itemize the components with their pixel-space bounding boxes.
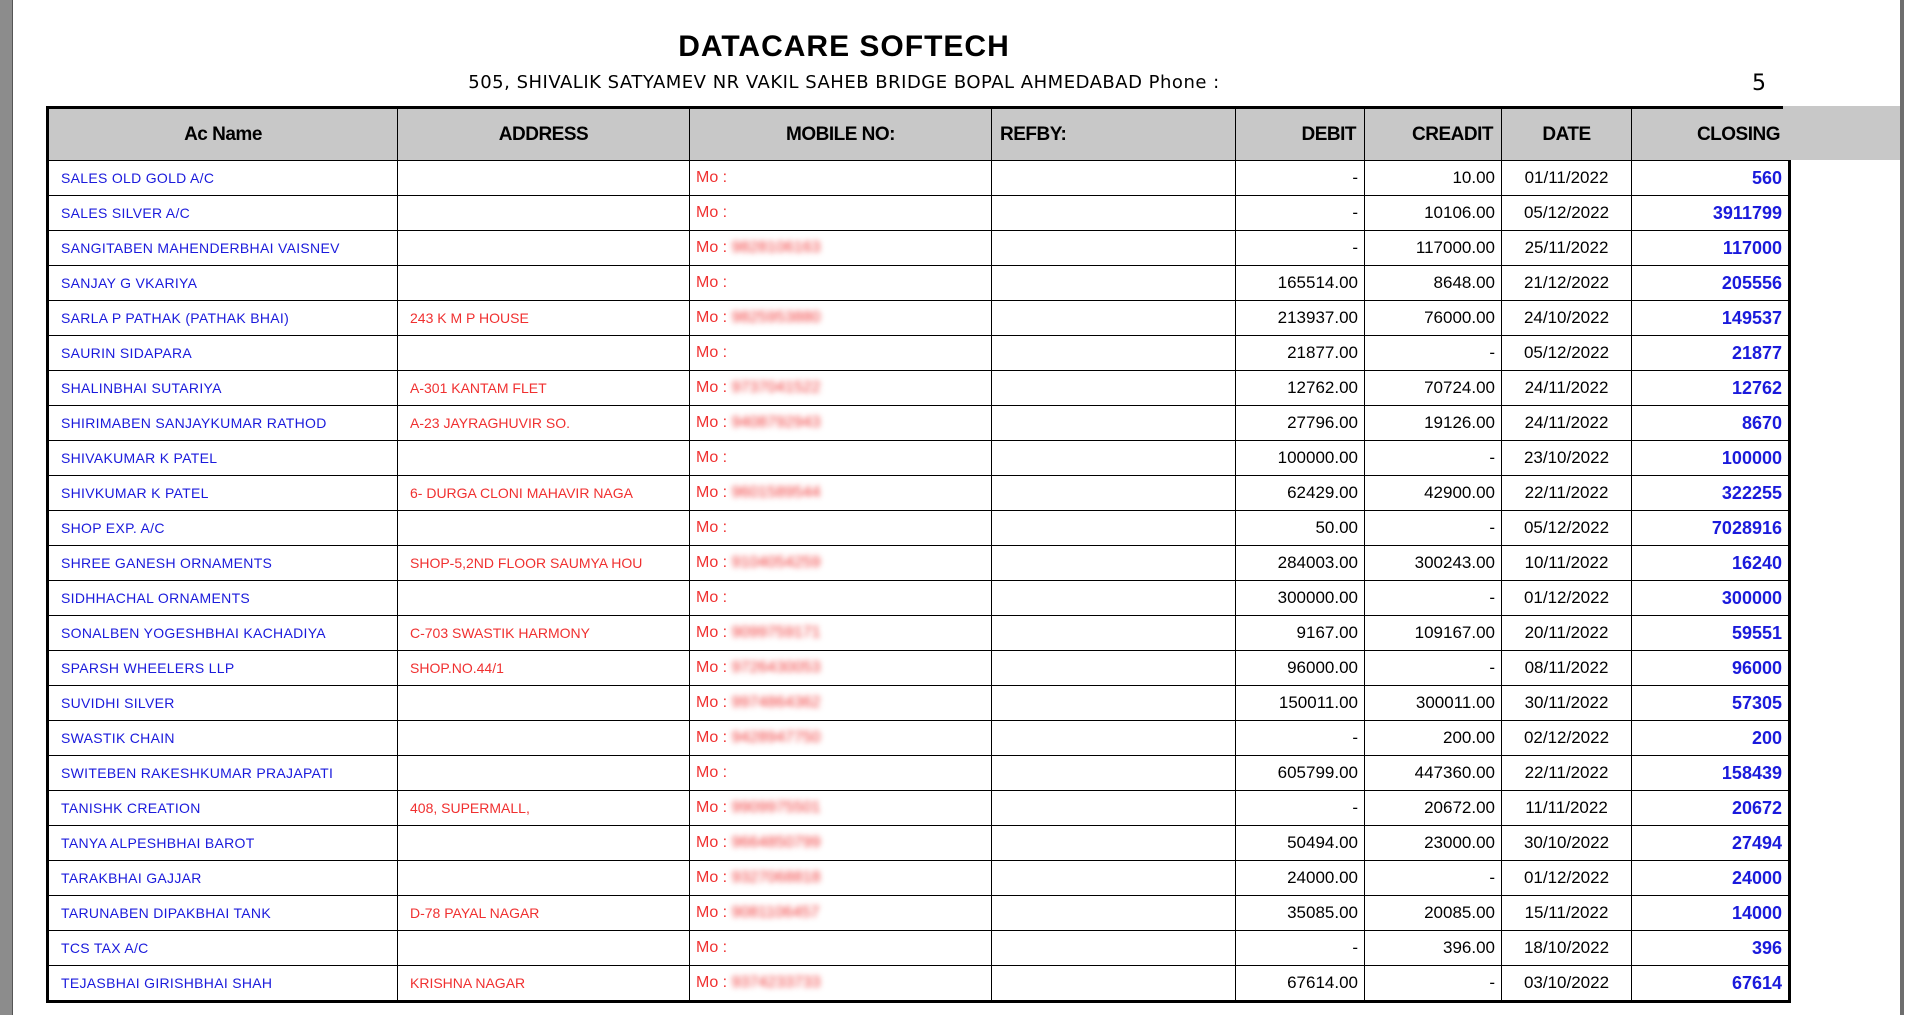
credit-cell: - xyxy=(1365,651,1502,686)
refby-cell xyxy=(992,266,1236,301)
closing-cell: 117000 xyxy=(1632,231,1790,266)
mobile-prefix: Mo : xyxy=(696,239,728,256)
col-header-credit[interactable]: CREADIT xyxy=(1365,108,1502,161)
mobile-cell xyxy=(690,196,992,231)
credit-cell: 117000.00 xyxy=(1365,231,1502,266)
mobile-number: 9408792943 xyxy=(731,414,821,431)
address-cell xyxy=(398,931,690,966)
debit-cell: - xyxy=(1236,721,1365,756)
mobile-cell xyxy=(690,721,992,756)
mobile-prefix: Mo : xyxy=(696,869,728,886)
refby-cell xyxy=(992,651,1236,686)
refby-cell xyxy=(992,441,1236,476)
mobile-prefix: Mo : xyxy=(696,694,728,711)
refby-cell xyxy=(992,616,1236,651)
debit-cell: 12762.00 xyxy=(1236,371,1365,406)
refby-cell xyxy=(992,581,1236,616)
table-row[interactable] xyxy=(48,931,1790,966)
ac-name-cell: SWITEBEN RAKESHKUMAR PRAJAPATI xyxy=(48,756,398,791)
table-row[interactable] xyxy=(48,896,1790,931)
table-row[interactable] xyxy=(48,686,1790,721)
closing-cell: 8670 xyxy=(1632,406,1790,441)
closing-cell: 67614 xyxy=(1632,966,1790,1002)
refby-cell xyxy=(992,301,1236,336)
col-header-date[interactable]: DATE xyxy=(1502,108,1632,161)
table-row[interactable] xyxy=(48,581,1790,616)
mobile-number: 9601589544 xyxy=(731,484,821,501)
debit-cell: 50.00 xyxy=(1236,511,1365,546)
mobile-cell xyxy=(690,861,992,896)
address-cell xyxy=(398,686,690,721)
mobile-prefix: Mo : xyxy=(696,624,728,641)
debit-cell: 35085.00 xyxy=(1236,896,1365,931)
mobile-prefix: Mo : xyxy=(696,939,728,956)
ac-name-cell: TEJASBHAI GIRISHBHAI SHAH xyxy=(48,966,398,1002)
table-row[interactable] xyxy=(48,826,1790,861)
table-row[interactable] xyxy=(48,511,1790,546)
refby-cell xyxy=(992,966,1236,1002)
mobile-cell xyxy=(690,791,992,826)
debit-cell: - xyxy=(1236,791,1365,826)
mobile-cell xyxy=(690,371,992,406)
debit-cell: 9167.00 xyxy=(1236,616,1365,651)
mobile-prefix: Mo : xyxy=(696,204,728,221)
mobile-number: 9974864362 xyxy=(731,694,821,711)
credit-cell: 10106.00 xyxy=(1365,196,1502,231)
mobile-cell xyxy=(690,476,992,511)
credit-cell: - xyxy=(1365,511,1502,546)
mobile-number: 9327068818 xyxy=(731,869,821,886)
mobile-cell xyxy=(690,966,992,1002)
mobile-cell xyxy=(690,441,992,476)
debit-cell: 100000.00 xyxy=(1236,441,1365,476)
table-row[interactable] xyxy=(48,651,1790,686)
closing-cell: 396 xyxy=(1632,931,1790,966)
closing-cell: 300000 xyxy=(1632,581,1790,616)
address-cell xyxy=(398,336,690,371)
date-cell: 24/10/2022 xyxy=(1502,301,1632,336)
page-edge xyxy=(1900,0,1904,1015)
ac-name-cell: SHREE GANESH ORNAMENTS xyxy=(48,546,398,581)
refby-cell xyxy=(992,476,1236,511)
refby-cell xyxy=(992,931,1236,966)
credit-cell: 23000.00 xyxy=(1365,826,1502,861)
address-cell xyxy=(398,161,690,196)
debit-cell: 50494.00 xyxy=(1236,826,1365,861)
credit-cell: 109167.00 xyxy=(1365,616,1502,651)
closing-cell: 3911799 xyxy=(1632,196,1790,231)
mobile-number: 9737041522 xyxy=(731,379,821,396)
table-row[interactable] xyxy=(48,616,1790,651)
credit-cell: - xyxy=(1365,966,1502,1002)
mobile-prefix: Mo : xyxy=(696,519,728,536)
credit-cell: 200.00 xyxy=(1365,721,1502,756)
date-cell: 23/10/2022 xyxy=(1502,441,1632,476)
debit-cell: 213937.00 xyxy=(1236,301,1365,336)
closing-cell: 100000 xyxy=(1632,441,1790,476)
credit-cell: 42900.00 xyxy=(1365,476,1502,511)
refby-cell xyxy=(992,406,1236,441)
credit-cell: - xyxy=(1365,861,1502,896)
mobile-cell xyxy=(690,406,992,441)
mobile-number: 9664850799 xyxy=(731,834,821,851)
closing-cell: 21877 xyxy=(1632,336,1790,371)
col-header-address[interactable]: ADDRESS xyxy=(398,108,690,161)
debit-cell: - xyxy=(1236,931,1365,966)
ac-name-cell: SONALBEN YOGESHBHAI KACHADIYA xyxy=(48,616,398,651)
credit-cell: 10.00 xyxy=(1365,161,1502,196)
closing-cell: 149537 xyxy=(1632,301,1790,336)
closing-cell: 200 xyxy=(1632,721,1790,756)
address-cell: KRISHNA NAGAR xyxy=(398,966,690,1002)
debit-cell: 67614.00 xyxy=(1236,966,1365,1002)
mobile-prefix: Mo : xyxy=(696,799,728,816)
credit-cell: 19126.00 xyxy=(1365,406,1502,441)
table-row[interactable] xyxy=(48,546,1790,581)
mobile-prefix: Mo : xyxy=(696,659,728,676)
credit-cell: 8648.00 xyxy=(1365,266,1502,301)
ac-name-cell: SANGITABEN MAHENDERBHAI VAISNEV xyxy=(48,231,398,266)
table-row[interactable] xyxy=(48,161,1790,196)
closing-cell: 27494 xyxy=(1632,826,1790,861)
mobile-prefix: Mo : xyxy=(696,309,728,326)
mobile-cell xyxy=(690,651,992,686)
date-cell: 15/11/2022 xyxy=(1502,896,1632,931)
date-cell: 20/11/2022 xyxy=(1502,616,1632,651)
table-row[interactable] xyxy=(48,231,1790,266)
date-cell: 10/11/2022 xyxy=(1502,546,1632,581)
mobile-cell xyxy=(690,266,992,301)
closing-cell: 158439 xyxy=(1632,756,1790,791)
debit-cell: 165514.00 xyxy=(1236,266,1365,301)
ac-name-cell: SWASTIK CHAIN xyxy=(48,721,398,756)
mobile-prefix: Mo : xyxy=(696,764,728,781)
table-body xyxy=(48,161,1790,1002)
closing-cell: 24000 xyxy=(1632,861,1790,896)
table-row[interactable] xyxy=(48,861,1790,896)
mobile-prefix: Mo : xyxy=(696,169,728,186)
address-cell: 408, SUPERMALL, xyxy=(398,791,690,826)
mobile-number: 9726430053 xyxy=(731,659,821,676)
address-cell: C-703 SWASTIK HARMONY xyxy=(398,616,690,651)
mobile-prefix: Mo : xyxy=(696,729,728,746)
debit-cell: 27796.00 xyxy=(1236,406,1365,441)
refby-cell xyxy=(992,511,1236,546)
credit-cell: 20672.00 xyxy=(1365,791,1502,826)
debit-cell: 96000.00 xyxy=(1236,651,1365,686)
address-cell xyxy=(398,721,690,756)
col-header-ac-name[interactable]: Ac Name xyxy=(48,108,398,161)
refby-cell xyxy=(992,826,1236,861)
date-cell: 05/12/2022 xyxy=(1502,196,1632,231)
mobile-number: 9099759171 xyxy=(731,624,821,641)
closing-cell: 12762 xyxy=(1632,371,1790,406)
mobile-cell xyxy=(690,231,992,266)
closing-cell: 14000 xyxy=(1632,896,1790,931)
address-cell: 6- DURGA CLONI MAHAVIR NAGA xyxy=(398,476,690,511)
credit-cell: 447360.00 xyxy=(1365,756,1502,791)
ac-name-cell: SALES SILVER A/C xyxy=(48,196,398,231)
col-header-debit[interactable]: DEBIT xyxy=(1236,108,1365,161)
closing-cell: 16240 xyxy=(1632,546,1790,581)
debit-cell: 605799.00 xyxy=(1236,756,1365,791)
date-cell: 02/12/2022 xyxy=(1502,721,1632,756)
refby-cell xyxy=(992,861,1236,896)
date-cell: 05/12/2022 xyxy=(1502,511,1632,546)
address-cell xyxy=(398,266,690,301)
mobile-number: 9428947750 xyxy=(731,729,821,746)
debit-cell: - xyxy=(1236,231,1365,266)
mobile-cell xyxy=(690,581,992,616)
closing-cell: 7028916 xyxy=(1632,511,1790,546)
credit-cell: 70724.00 xyxy=(1365,371,1502,406)
ac-name-cell: SHIVAKUMAR K PATEL xyxy=(48,441,398,476)
address-cell: SHOP-5,2ND FLOOR SAUMYA HOU xyxy=(398,546,690,581)
credit-cell: - xyxy=(1365,581,1502,616)
mobile-prefix: Mo : xyxy=(696,379,728,396)
ac-name-cell: TARUNABEN DIPAKBHAI TANK xyxy=(48,896,398,931)
date-cell: 03/10/2022 xyxy=(1502,966,1632,1002)
refby-cell xyxy=(992,546,1236,581)
credit-cell: - xyxy=(1365,441,1502,476)
credit-cell: 20085.00 xyxy=(1365,896,1502,931)
debit-cell: 300000.00 xyxy=(1236,581,1365,616)
mobile-cell xyxy=(690,616,992,651)
ac-name-cell: TCS TAX A/C xyxy=(48,931,398,966)
table-row[interactable] xyxy=(48,476,1790,511)
refby-cell xyxy=(992,161,1236,196)
closing-cell: 96000 xyxy=(1632,651,1790,686)
ac-name-cell: TANISHK CREATION xyxy=(48,791,398,826)
address-cell xyxy=(398,756,690,791)
mobile-cell xyxy=(690,301,992,336)
table-row[interactable] xyxy=(48,196,1790,231)
mobile-cell xyxy=(690,336,992,371)
ledger-table xyxy=(46,106,1791,1003)
address-cell xyxy=(398,196,690,231)
report-page xyxy=(12,0,1901,1015)
table-row[interactable] xyxy=(48,756,1790,791)
address-cell xyxy=(398,861,690,896)
ac-name-cell: SHIRIMABEN SANJAYKUMAR RATHOD xyxy=(48,406,398,441)
refby-cell xyxy=(992,686,1236,721)
mobile-prefix: Mo : xyxy=(696,414,728,431)
date-cell: 01/12/2022 xyxy=(1502,861,1632,896)
closing-cell: 322255 xyxy=(1632,476,1790,511)
table-row[interactable] xyxy=(48,406,1790,441)
address-cell xyxy=(398,441,690,476)
address-cell: A-301 KANTAM FLET xyxy=(398,371,690,406)
debit-cell: - xyxy=(1236,161,1365,196)
refby-cell xyxy=(992,756,1236,791)
refby-cell xyxy=(992,721,1236,756)
mobile-prefix: Mo : xyxy=(696,589,728,606)
date-cell: 18/10/2022 xyxy=(1502,931,1632,966)
address-cell: D-78 PAYAL NAGAR xyxy=(398,896,690,931)
closing-cell: 57305 xyxy=(1632,686,1790,721)
company-title: DATACARE SOFTECH xyxy=(678,30,1010,63)
debit-cell: 21877.00 xyxy=(1236,336,1365,371)
refby-cell xyxy=(992,791,1236,826)
credit-cell: 76000.00 xyxy=(1365,301,1502,336)
credit-cell: 300011.00 xyxy=(1365,686,1502,721)
table-row[interactable] xyxy=(48,791,1790,826)
closing-cell: 560 xyxy=(1632,161,1790,196)
col-header-closing[interactable]: CLOSING xyxy=(1632,108,1790,161)
table-row[interactable] xyxy=(48,721,1790,756)
ac-name-cell: SHIVKUMAR K PATEL xyxy=(48,476,398,511)
date-cell: 21/12/2022 xyxy=(1502,266,1632,301)
ac-name-cell: SHOP EXP. A/C xyxy=(48,511,398,546)
refby-cell xyxy=(992,231,1236,266)
mobile-cell xyxy=(690,756,992,791)
date-cell: 01/12/2022 xyxy=(1502,581,1632,616)
ac-name-cell: SHALINBHAI SUTARIYA xyxy=(48,371,398,406)
date-cell: 30/11/2022 xyxy=(1502,686,1632,721)
ac-name-cell: SAURIN SIDAPARA xyxy=(48,336,398,371)
mobile-cell xyxy=(690,931,992,966)
header-row xyxy=(48,108,1790,161)
company-address: 505, SHIVALIK SATYAMEV NR VAKIL SAHEB BRIDGE BOPAL AHMEDABAD Phone : xyxy=(468,72,1220,93)
refby-cell xyxy=(992,896,1236,931)
debit-cell: - xyxy=(1236,196,1365,231)
debit-cell: 150011.00 xyxy=(1236,686,1365,721)
mobile-number: 9104054259 xyxy=(731,554,821,571)
mobile-number: 9081106457 xyxy=(731,904,820,921)
mobile-cell xyxy=(690,686,992,721)
address-cell: 243 K M P HOUSE xyxy=(398,301,690,336)
ac-name-cell: SUVIDHI SILVER xyxy=(48,686,398,721)
date-cell: 22/11/2022 xyxy=(1502,476,1632,511)
mobile-prefix: Mo : xyxy=(696,974,728,991)
mobile-cell xyxy=(690,826,992,861)
mobile-cell xyxy=(690,896,992,931)
mobile-cell xyxy=(690,511,992,546)
ac-name-cell: TARAKBHAI GAJJAR xyxy=(48,861,398,896)
credit-cell: 396.00 xyxy=(1365,931,1502,966)
debit-cell: 62429.00 xyxy=(1236,476,1365,511)
mobile-number: 9374233733 xyxy=(731,974,821,991)
mobile-cell xyxy=(690,546,992,581)
table-row[interactable] xyxy=(48,441,1790,476)
mobile-prefix: Mo : xyxy=(696,554,728,571)
ac-name-cell: TANYA ALPESHBHAI BAROT xyxy=(48,826,398,861)
mobile-prefix: Mo : xyxy=(696,904,728,921)
debit-cell: 24000.00 xyxy=(1236,861,1365,896)
closing-cell: 20672 xyxy=(1632,791,1790,826)
closing-cell: 59551 xyxy=(1632,616,1790,651)
closing-cell: 205556 xyxy=(1632,266,1790,301)
col-header-refby[interactable]: REFBY: xyxy=(992,108,1236,161)
credit-cell: 300243.00 xyxy=(1365,546,1502,581)
table-row[interactable] xyxy=(48,301,1790,336)
ac-name-cell: SIDHHACHAL ORNAMENTS xyxy=(48,581,398,616)
address-cell: A-23 JAYRAGHUVIR SO. xyxy=(398,406,690,441)
mobile-cell xyxy=(690,161,992,196)
date-cell: 30/10/2022 xyxy=(1502,826,1632,861)
mobile-number: 9909975501 xyxy=(731,799,821,816)
date-cell: 25/11/2022 xyxy=(1502,231,1632,266)
mobile-prefix: Mo : xyxy=(696,834,728,851)
address-cell xyxy=(398,826,690,861)
refby-cell xyxy=(992,336,1236,371)
debit-cell: 284003.00 xyxy=(1236,546,1365,581)
date-cell: 22/11/2022 xyxy=(1502,756,1632,791)
address-cell xyxy=(398,511,690,546)
mobile-prefix: Mo : xyxy=(696,274,728,291)
date-cell: 01/11/2022 xyxy=(1502,161,1632,196)
refby-cell xyxy=(992,371,1236,406)
ac-name-cell: SARLA P PATHAK (PATHAK BHAI) xyxy=(48,301,398,336)
page-number: 5 xyxy=(1752,71,1766,96)
ac-name-cell: SANJAY G VKARIYA xyxy=(48,266,398,301)
address-cell xyxy=(398,231,690,266)
header-band xyxy=(1783,106,1900,160)
mobile-prefix: Mo : xyxy=(696,484,728,501)
ac-name-cell: SALES OLD GOLD A/C xyxy=(48,161,398,196)
date-cell: 08/11/2022 xyxy=(1502,651,1632,686)
date-cell: 24/11/2022 xyxy=(1502,371,1632,406)
date-cell: 05/12/2022 xyxy=(1502,336,1632,371)
table-row[interactable] xyxy=(48,371,1790,406)
mobile-prefix: Mo : xyxy=(696,449,728,466)
address-cell: SHOP.NO.44/1 xyxy=(398,651,690,686)
mobile-number: 9825953880 xyxy=(731,309,821,326)
mobile-number: 9828106163 xyxy=(731,239,821,256)
col-header-mobile[interactable]: MOBILE NO: xyxy=(690,108,992,161)
date-cell: 11/11/2022 xyxy=(1502,791,1632,826)
table-row[interactable] xyxy=(48,336,1790,371)
ac-name-cell: SPARSH WHEELERS LLP xyxy=(48,651,398,686)
date-cell: 24/11/2022 xyxy=(1502,406,1632,441)
mobile-prefix: Mo : xyxy=(696,344,728,361)
table-row[interactable] xyxy=(48,966,1790,1002)
refby-cell xyxy=(992,196,1236,231)
address-cell xyxy=(398,581,690,616)
table-row[interactable] xyxy=(48,266,1790,301)
credit-cell: - xyxy=(1365,336,1502,371)
